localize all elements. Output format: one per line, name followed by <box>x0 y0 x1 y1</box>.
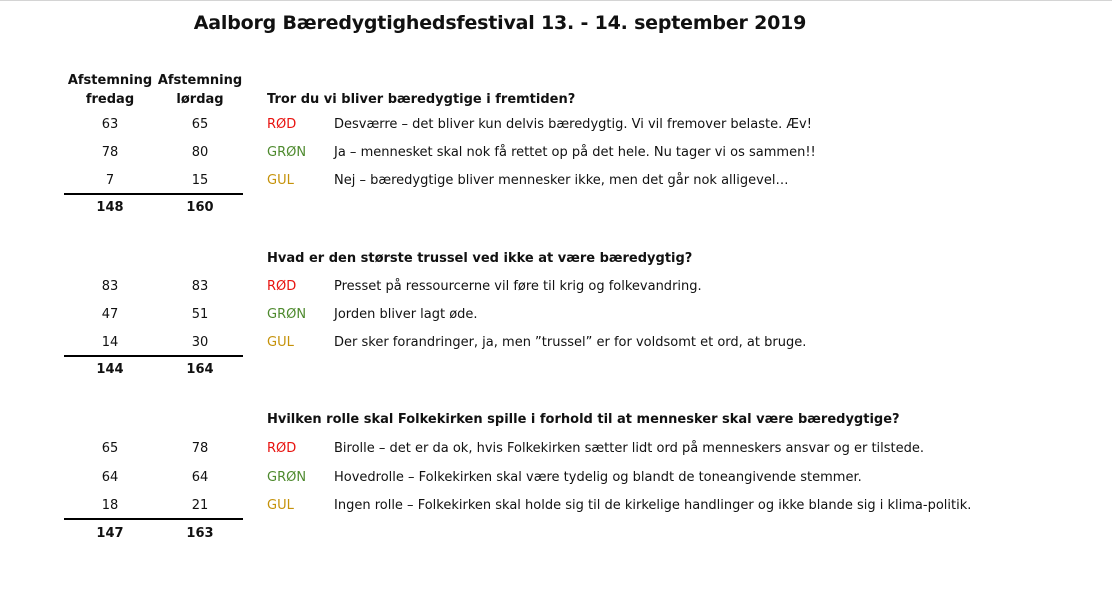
color-label-red: RØD <box>267 441 297 456</box>
answer-text: Birolle – det er da ok, hvis Folkekirken sætter lidt ord på menneskers ansvar og er tilstede. <box>334 441 925 456</box>
votes-saturday: 30 <box>191 335 209 350</box>
color-label-red: RØD <box>267 279 297 294</box>
answer-row <box>0 441 1112 461</box>
color-label-yellow: GUL <box>267 498 294 513</box>
color-label-green: GRØN <box>267 470 307 485</box>
answer-text: Ingen rolle – Folkekirken skal holde sig til de kirkelige handlinger og ikke blande sig i klima-politik. <box>334 498 972 513</box>
color-label-green: GRØN <box>267 307 307 322</box>
total-friday: 148 <box>96 200 124 215</box>
column-header-saturday-line2: lørdag <box>176 92 224 107</box>
votes-saturday: 21 <box>191 498 209 513</box>
total-saturday: 164 <box>186 362 214 377</box>
question-1-text: Tror du vi bliver bæredygtige i fremtiden? <box>267 92 576 107</box>
question-3-text: Hvilken rolle skal Folkekirken spille i forhold til at mennesker skal være bæredygtige? <box>267 412 900 427</box>
answer-text: Desværre – det bliver kun delvis bæredygtig. Vi vil fremover belaste. Æv! <box>334 117 812 132</box>
answer-row <box>0 145 1112 165</box>
answer-text: Der sker forandringer, ja, men ”trussel” er for voldsomt et ord, at bruge. <box>334 335 807 350</box>
total-divider <box>64 355 243 357</box>
answer-text: Presset på ressourcerne vil føre til krig og folkevandring. <box>334 279 702 294</box>
total-saturday: 163 <box>186 526 214 541</box>
total-saturday: 160 <box>186 200 214 215</box>
total-divider <box>64 518 243 520</box>
color-label-red: RØD <box>267 117 297 132</box>
answer-row <box>0 335 1112 355</box>
votes-saturday: 80 <box>191 145 209 160</box>
votes-friday: 18 <box>101 498 119 513</box>
color-label-yellow: GUL <box>267 335 294 350</box>
answer-text: Ja – mennesket skal nok få rettet op på det hele. Nu tager vi os sammen!! <box>334 145 816 160</box>
votes-friday: 78 <box>101 145 119 160</box>
votes-friday: 64 <box>101 470 119 485</box>
color-label-yellow: GUL <box>267 173 294 188</box>
votes-friday: 83 <box>101 279 119 294</box>
votes-saturday: 64 <box>191 470 209 485</box>
votes-friday: 7 <box>105 173 115 188</box>
page-title: Aalborg Bæredygtighedsfestival 13. - 14. september 2019 <box>193 12 807 34</box>
votes-friday: 47 <box>101 307 119 322</box>
answer-text: Hovedrolle – Folkekirken skal være tydelig og blandt de toneangivende stemmer. <box>334 470 862 485</box>
answer-row <box>0 117 1112 137</box>
column-header-friday-line2: fredag <box>85 92 135 107</box>
answer-text: Jorden bliver lagt øde. <box>334 307 478 322</box>
total-divider <box>64 193 243 195</box>
column-header-friday-line1: Afstemning <box>67 73 153 88</box>
column-header-saturday-line1: Afstemning <box>157 73 243 88</box>
column-header-friday <box>60 71 160 109</box>
answer-row <box>0 173 1112 193</box>
answer-text: Nej – bæredygtige bliver mennesker ikke, men det går nok alligevel… <box>334 173 789 188</box>
answer-row <box>0 307 1112 327</box>
votes-saturday: 65 <box>191 117 209 132</box>
top-border <box>0 0 1112 1</box>
total-friday: 144 <box>96 362 124 377</box>
total-friday: 147 <box>96 526 124 541</box>
column-header-saturday <box>150 71 250 109</box>
votes-friday: 14 <box>101 335 119 350</box>
answer-row <box>0 279 1112 299</box>
votes-saturday: 78 <box>191 441 209 456</box>
votes-saturday: 15 <box>191 173 209 188</box>
votes-friday: 63 <box>101 117 119 132</box>
answer-row <box>0 498 1112 518</box>
votes-friday: 65 <box>101 441 119 456</box>
votes-saturday: 83 <box>191 279 209 294</box>
question-2-text: Hvad er den største trussel ved ikke at være bæredygtig? <box>267 251 693 266</box>
votes-saturday: 51 <box>191 307 209 322</box>
color-label-green: GRØN <box>267 145 307 160</box>
answer-row <box>0 470 1112 490</box>
